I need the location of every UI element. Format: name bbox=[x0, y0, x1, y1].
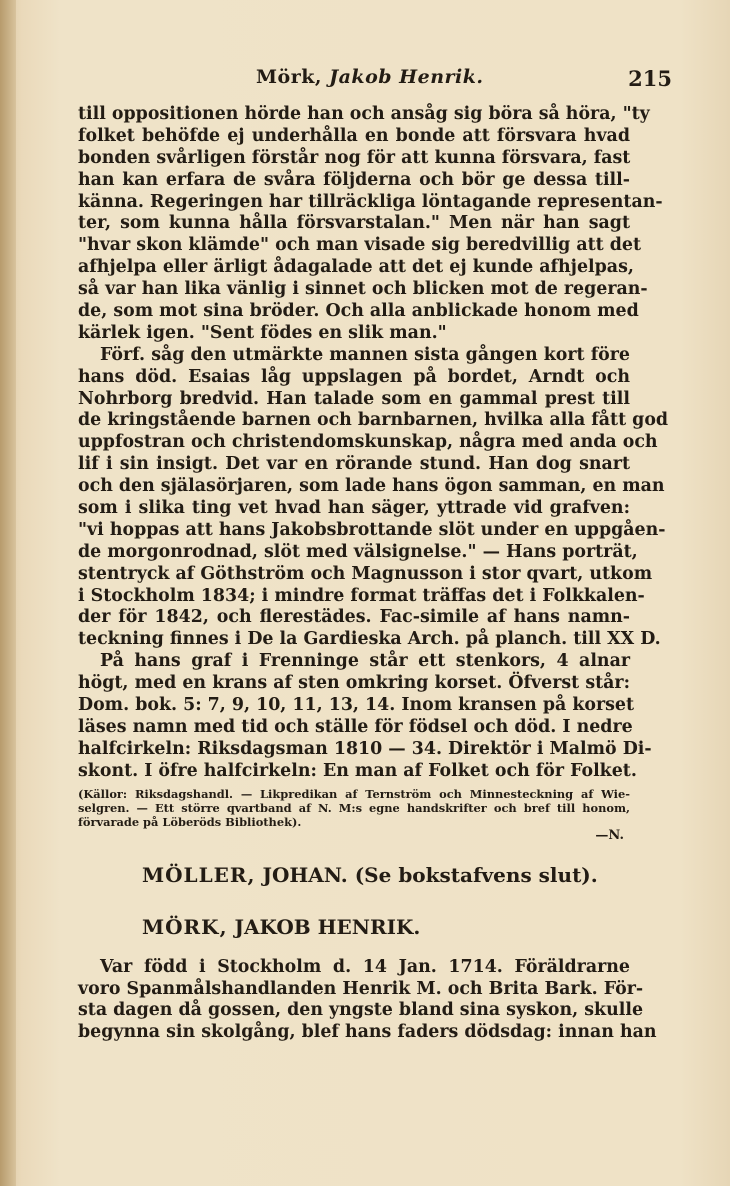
text-line: "vi hoppas att hans Jakobsbrottande slöt under en uppgåen- bbox=[78, 519, 666, 540]
text-line: högt, med en krans af sten omkring korset. Öfverst står: bbox=[78, 673, 630, 694]
paragraph-grave bbox=[78, 651, 652, 782]
text-line: der för 1842, och flerestädes. Fac-simile af hans namn- bbox=[78, 607, 630, 628]
text-line: folket behöfde ej underhålla en bonde att försvara hvad bbox=[78, 125, 630, 146]
entry-surname: MÖLLER, bbox=[142, 862, 256, 887]
page-body bbox=[78, 104, 669, 1044]
text-line: afhjelpa eller ärligt ådagalade att det ej kunde afhjelpas, bbox=[78, 257, 634, 278]
text-line: Förf. såg den utmärkte mannen sista gången kort före bbox=[100, 344, 630, 365]
text-line: På hans graf i Frenninge står ett stenkors, 4 alnar bbox=[100, 651, 630, 672]
text-line: teckning finnes i De la Gardieska Arch. på planch. till XX D. bbox=[78, 629, 661, 650]
entry-surname: MÖRK, bbox=[142, 914, 228, 939]
text-line: lif i sin insigt. Det var en rörande stund. Han dog snart bbox=[78, 454, 630, 475]
entry-heading-moller bbox=[78, 863, 630, 887]
entry-cross-reference: (Se bokstafvens slut). bbox=[354, 862, 598, 887]
entry-given-names: JAKOB HENRIK. bbox=[234, 914, 421, 939]
text-line: "hvar skon klämde" och man visade sig beredvillig att det bbox=[78, 235, 642, 256]
running-header bbox=[88, 66, 672, 96]
running-title-surname: Mörk, bbox=[256, 66, 322, 88]
running-title-given-names: Jakob Henrik. bbox=[329, 66, 484, 88]
author-signature: —N. bbox=[595, 827, 624, 843]
text-line: som i slika ting vet hvad han säger, yttrade vid grafven: bbox=[78, 498, 630, 519]
text-line: begynna sin skolgång, blef hans faders dödsdag: innan han bbox=[78, 1022, 657, 1043]
text-line: halfcirkeln: Riksdagsman 1810 — 34. Direktör i Malmö Di- bbox=[78, 738, 652, 759]
text-line: känna. Regeringen har tillräckliga löntagande representan- bbox=[78, 191, 663, 212]
entry-given-names: JOHAN. bbox=[262, 862, 348, 887]
text-line: läses namn med tid och ställe för födsel och död. I nedre bbox=[78, 716, 633, 737]
page-number: 215 bbox=[628, 66, 672, 91]
text-line: uppfostran och christendomskunskap, några med anda och bbox=[78, 432, 658, 453]
text-line: stentryck af Göthström och Magnusson i stor qvart, utkom bbox=[78, 563, 653, 584]
text-line: kärlek igen. "Sent födes en slik man." bbox=[78, 322, 447, 343]
sources-note bbox=[78, 787, 630, 843]
text-line: bonden svårligen förstår nog för att kunna försvara, fast bbox=[78, 147, 631, 168]
page-binding-edge bbox=[0, 0, 16, 1186]
entry-heading-mork bbox=[78, 915, 630, 939]
paragraph-last-visit bbox=[78, 344, 669, 651]
running-title bbox=[256, 66, 484, 88]
text-line: (Källor: Riksdagshandl. — Likpredikan af Ternström och Minnesteckning af Wie- bbox=[78, 786, 630, 801]
text-line: de, som mot sina bröder. Och alla anblickade honom med bbox=[78, 301, 639, 322]
text-line: selgren. — Ett större qvartband af N. M:s egne handskrifter och bref till honom, bbox=[78, 800, 630, 815]
text-line: voro Spanmålshandlanden Henrik M. och Brita Bark. För- bbox=[78, 978, 644, 999]
text-line: hans död. Esaias låg uppslagen på bordet, Arndt och bbox=[78, 366, 630, 387]
text-line: Var född i Stockholm d. 14 Jan. 1714. Föräldrarne bbox=[100, 956, 630, 977]
text-line: så var han lika vänlig i sinnet och blicken mot de regeran- bbox=[78, 279, 648, 300]
text-line: skont. I öfre halfcirkeln: En man af Folket och för Folket. bbox=[78, 760, 637, 781]
text-line: han kan erfara de svåra följderna och bör ge dessa till- bbox=[78, 169, 630, 190]
text-line: de morgonrodnad, slöt med välsignelse." — Hans porträt, bbox=[78, 541, 638, 562]
text-line: Dom. bok. 5: 7, 9, 10, 11, 13, 14. Inom kransen på korset bbox=[78, 695, 635, 716]
text-line: förvarade på Löberöds Bibliothek). bbox=[78, 814, 302, 829]
text-line: ter, som kunna hålla försvarstalan." Men när han sagt bbox=[78, 213, 630, 234]
text-line: de kringstående barnen och barnbarnen, hvilka alla fått god bbox=[78, 410, 669, 431]
paragraph-birth bbox=[78, 956, 657, 1045]
text-line: Nohrborg bredvid. Han talade som en gammal prest till bbox=[78, 388, 630, 409]
paragraph-opposition bbox=[78, 104, 663, 345]
text-line: och den själasörjaren, som lade hans ögon samman, en man bbox=[78, 476, 665, 497]
text-line: i Stockholm 1834; i mindre format träffas det i Folkkalen- bbox=[78, 585, 645, 606]
text-line: sta dagen då gossen, den yngste bland sina syskon, skulle bbox=[78, 1000, 644, 1021]
text-line: till oppositionen hörde han och ansåg sig böra så höra, "ty bbox=[78, 104, 650, 124]
